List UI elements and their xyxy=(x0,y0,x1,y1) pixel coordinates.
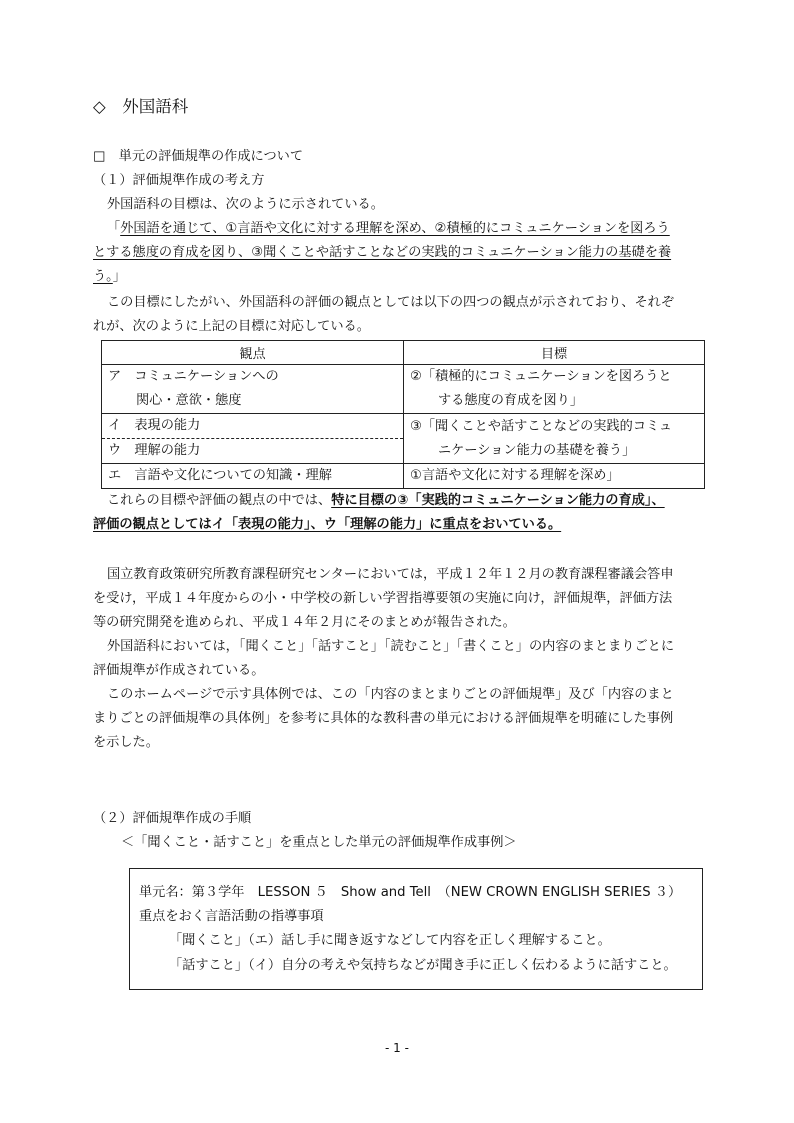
paragraph-viewpoints-line-2: れが、次のように上記の目標に対応している。 xyxy=(93,319,370,334)
cell-line: ア コミュニケーションへの xyxy=(108,369,279,384)
subsection-1-title: （１）評価規準作成の考え方 xyxy=(93,173,265,188)
cell-line: する態度の育成を図り」 xyxy=(438,393,584,408)
paragraph-criteria-line-2: 評価規準が作成されている。 xyxy=(93,663,265,678)
paragraph-nier-line-2: を受け，平成１４年度からの小・中学校の新しい学習指導要領の実施に向け，評価規準，評価方法 xyxy=(93,591,673,606)
subsection-2-title: （２）評価規準作成の手順 xyxy=(93,811,252,826)
table-header-viewpoint: 観点 xyxy=(102,341,404,365)
table-cell-viewpoint-e: エ 言語や文化についての知識・理解 xyxy=(102,464,404,489)
paragraph-objective-intro: 外国語科の目標は、次のように示されている。 xyxy=(107,197,384,212)
cell-line: イ 表現の能力 xyxy=(102,414,403,439)
table-cell-objective-2 xyxy=(404,365,705,414)
paragraph-criteria-line-1: 外国語科においては，「聞くこと」「話すこと」「読むこと」「書くこと」の内容のまとまりごとに xyxy=(107,639,675,654)
table-cell-objective-1: ①言語や文化に対する理解を深め」 xyxy=(404,464,705,489)
table-row xyxy=(102,414,705,464)
table-row xyxy=(102,464,705,489)
table-header-row xyxy=(102,341,705,365)
quote-close: 」 xyxy=(112,269,126,284)
paragraph-homepage-line-3: を示した。 xyxy=(93,735,159,750)
table-cell-objective-3 xyxy=(404,414,705,464)
table-cell-viewpoint-i-u xyxy=(102,414,404,464)
unit-info-box xyxy=(129,868,703,990)
emphasis-bold: 特に目標の③「実践的コミュニケーション能力の育成」、 xyxy=(331,493,665,508)
paragraph-viewpoints-line-1: この目標にしたがい、外国語科の評価の観点としては以下の四つの観点が示されており、それぞ xyxy=(107,295,675,310)
cell-line: 関心・意欲・態度 xyxy=(136,393,242,408)
paragraph-homepage-line-1: このホームページで示す具体例では、この「内容のまとまりごとの評価規準」及び「内容のまと xyxy=(107,687,674,702)
paragraph-nier-line-3: 等の研究開発を進められ、平成１４年２月にそのまとめが報告された。 xyxy=(93,615,516,630)
speaking-item: 「話すこと」（イ）自分の考えや気持ちなどが聞き手に正しく伝わるように話すこと。 xyxy=(169,958,677,973)
page-heading: ◇ 外国語科 xyxy=(93,97,189,116)
unit-name: 単元名：第３学年 LESSON ５ Show and Tell （NEW CROWN ENGLISH SERIES ３） xyxy=(139,885,682,900)
listening-item: 「聞くこと」（エ）話し手に聞き返すなどして内容を正しく理解すること。 xyxy=(169,933,611,948)
focus-activity-title: 重点をおく言語活動の指導事項 xyxy=(139,909,324,924)
cell-line: ③「聞くことや話すことなどの実践的コミュ xyxy=(410,418,673,434)
quote-open: 「 xyxy=(107,221,121,236)
table-header-objective: 目標 xyxy=(404,341,705,365)
example-title: ＜「聞くこと・話すこと」を重点とした単元の評価規準作成事例＞ xyxy=(121,835,517,850)
section-title: □ 単元の評価規準の作成について xyxy=(93,149,304,164)
paragraph-emphasis-line-1 xyxy=(107,489,665,513)
viewpoint-objective-table xyxy=(101,340,705,489)
table-row xyxy=(102,365,705,414)
quote-part-1: 外国語を通じて、①言語や文化に対する理解を深め、②積極的にコミュニケーションを図ろう xyxy=(120,221,670,236)
objective-quote-line-3 xyxy=(93,265,126,289)
paragraph-emphasis-line-2: 評価の観点としてはイ「表現の能力」、ウ「理解の能力」に重点をおいている。 xyxy=(93,517,562,532)
objective-quote-line-1 xyxy=(107,217,670,241)
quote-part-3: う。 xyxy=(93,269,113,284)
paragraph-homepage-line-2: まりごとの評価規準の具体例」を参考に具体的な教科書の単元における評価規準を明確にした事例 xyxy=(93,711,674,726)
cell-line: ②「積極的にコミュニケーションを図ろうと xyxy=(410,369,672,384)
cell-line: ウ 理解の能力 xyxy=(108,443,201,458)
page-number: - 1 - xyxy=(385,1041,409,1055)
table-cell-viewpoint-a xyxy=(102,365,404,414)
objective-quote-line-2: とする態度の育成を図り、③聞くことや話すことなどの実践的コミュニケーション能力の基礎を養 xyxy=(93,245,672,260)
emphasis-plain: これらの目標や評価の観点の中では、 xyxy=(107,493,332,508)
paragraph-nier-line-1: 国立教育政策研究所教育課程研究センターにおいては，平成１２年１２月の教育課程審議会答申 xyxy=(107,567,674,582)
cell-line: ニケーション能力の基礎を養う」 xyxy=(438,442,636,458)
